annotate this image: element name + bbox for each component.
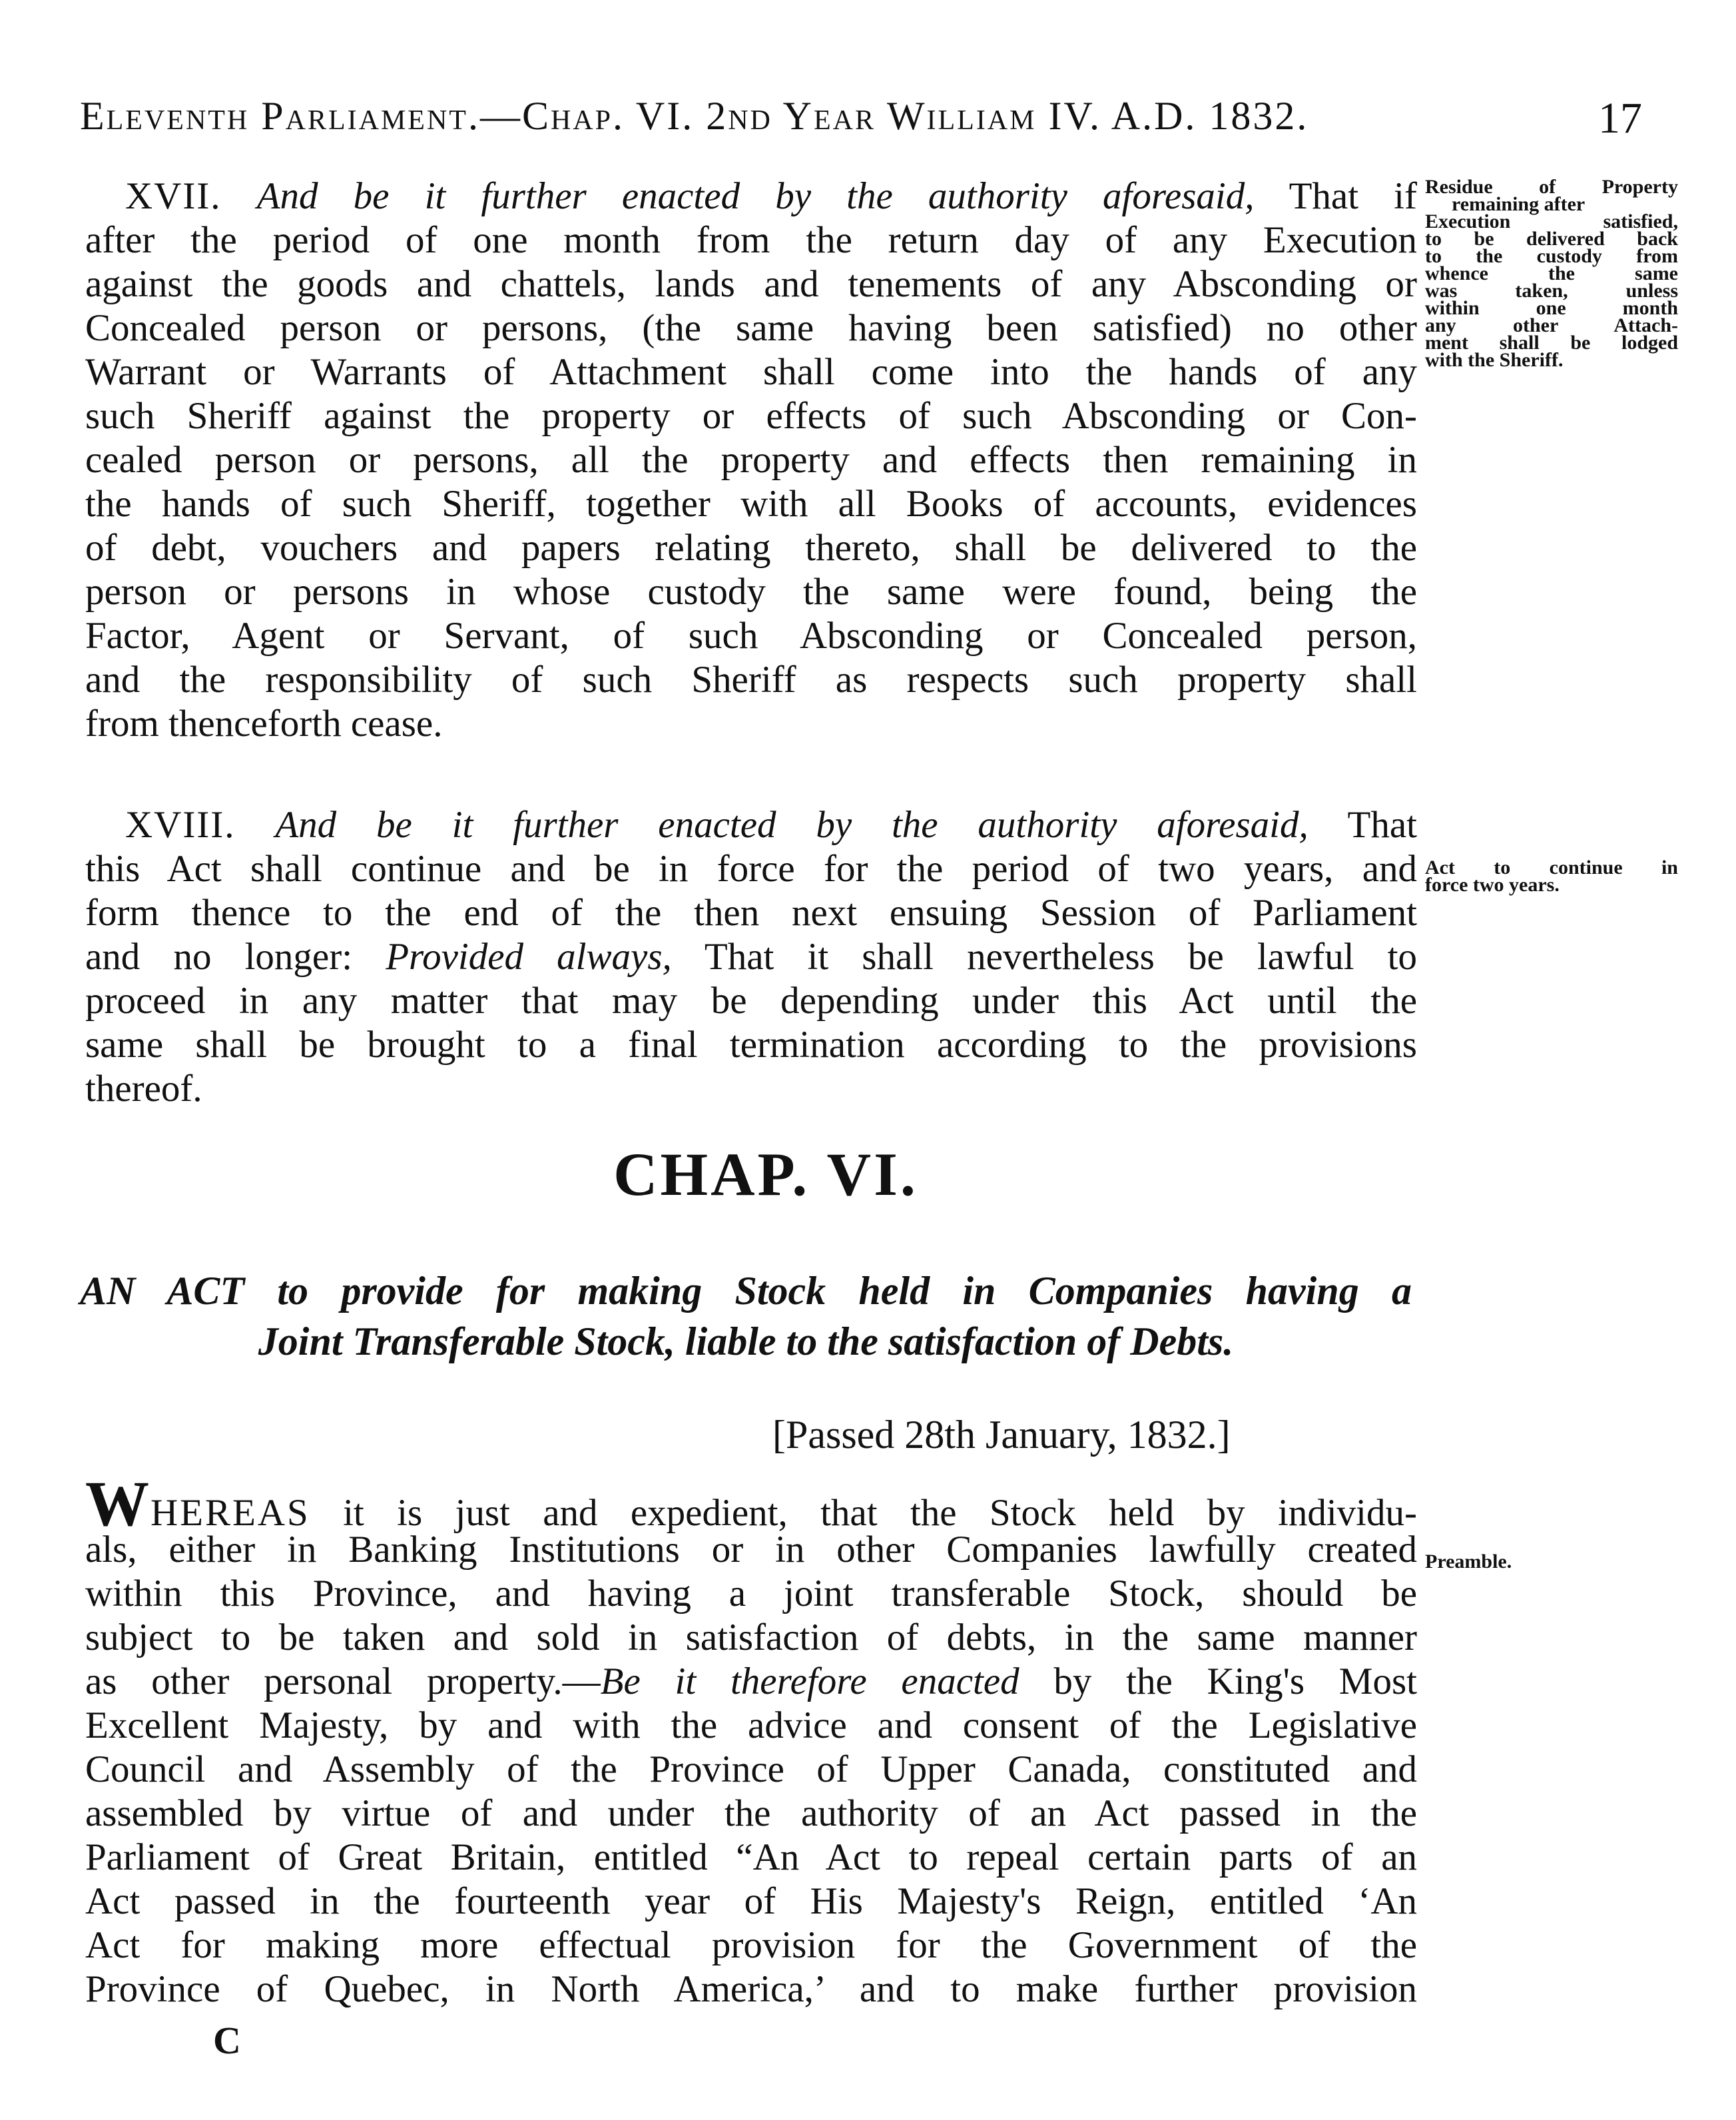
section-17-line: and the responsibility of such Sheriff as respects such property shall: [85, 659, 1417, 701]
section-17-line: such Sheriff against the property or effects of such Absconding or Con-: [85, 395, 1417, 437]
running-header: [80, 93, 1412, 139]
side-note-line: Preamble.: [1425, 1551, 1512, 1573]
act-title-line-1: AN ACT to provide for making Stock held in Companies having a: [80, 1269, 1412, 1313]
section-18-number: XVIII.: [125, 804, 236, 846]
preamble-line: subject to be taken and sold in satisfaction of debts, in the same manner: [85, 1616, 1417, 1658]
page-number: 17: [1598, 94, 1642, 143]
section-18-body: [85, 803, 1417, 1111]
side-note-line: was taken, unless: [1425, 280, 1678, 302]
act-title: [80, 1265, 1412, 1367]
section-18-line: thereof.: [85, 1068, 202, 1110]
section-18-line: [85, 803, 1417, 847]
preamble-line-text: by the King's Most: [1053, 1660, 1417, 1702]
section-18-line: proceed in any matter that may be depending under this Act until the: [85, 980, 1417, 1022]
side-note-section-18: [1425, 859, 1678, 894]
section-18-line: [85, 935, 1417, 979]
preamble-line-text: as other personal property.—: [85, 1660, 601, 1702]
whereas-word: HEREAS: [150, 1492, 310, 1534]
preamble-line: Excellent Majesty, by and with the advice and consent of the Legislative: [85, 1704, 1417, 1746]
section-18-line: same shall be brought to a final termination according to the provisions: [85, 1024, 1417, 1066]
passed-date: [Passed 28th January, 1832.]: [772, 1413, 1231, 1457]
section-17-line: Factor, Agent or Servant, of such Absconding or Concealed person,: [85, 615, 1417, 657]
preamble-body: [85, 1468, 1417, 2011]
act-title-line-2: Joint Transferable Stock, liable to the satisfaction of Debts.: [258, 1319, 1234, 1363]
chapter-heading: CHAP. VI.: [613, 1140, 918, 1208]
preamble-line: within this Province, and having a joint transferable Stock, should be: [85, 1573, 1417, 1614]
section-17-line: of debt, vouchers and papers relating thereto, shall be delivered to the: [85, 527, 1417, 569]
side-note-line: Residue of Property: [1425, 176, 1678, 198]
side-note-line: whence the same: [1425, 262, 1678, 284]
side-note-line: remaining after: [1452, 193, 1586, 215]
enacting-clause: Be it therefore enacted: [600, 1660, 1019, 1702]
enacting-clause: And be it further enacted by the authority aforesaid,: [256, 175, 1255, 217]
signature-mark: C: [213, 2019, 241, 2062]
side-note-line: to the custody from: [1425, 245, 1678, 267]
preamble-line-text: it is just and expedient, that the Stock held by individu-: [343, 1492, 1417, 1534]
section-17-line: [85, 175, 1417, 218]
side-note-line: to be delivered back: [1425, 228, 1678, 250]
section-17-line: the hands of such Sheriff, together with all Books of accounts, evidences: [85, 483, 1417, 525]
section-17-line-text: That if: [1289, 175, 1417, 217]
section-17-line: person or persons in whose custody the same were found, being the: [85, 571, 1417, 613]
preamble-line: assembled by virtue of and under the authority of an Act passed in the: [85, 1792, 1417, 1834]
section-18-line-text: and no longer:: [85, 936, 353, 978]
side-note-line: within one month: [1425, 297, 1678, 319]
section-17-line: cealed person or persons, all the property and effects then remaining in: [85, 439, 1417, 481]
side-note-line: Act to continue in: [1425, 857, 1678, 879]
section-17-body: [85, 175, 1417, 746]
section-17-line: from thenceforth cease.: [85, 703, 443, 745]
section-17-line: against the goods and chattels, lands and tenements of any Absconding or: [85, 263, 1417, 305]
side-note-preamble: [1425, 1553, 1678, 1571]
enacting-clause: And be it further enacted by the authority aforesaid,: [275, 804, 1308, 846]
preamble-line: Council and Assembly of the Province of Upper Canada, constituted and: [85, 1748, 1417, 1790]
section-17-line: after the period of one month from the return day of any Execution: [85, 219, 1417, 261]
side-note-line: with the Sheriff.: [1425, 349, 1564, 371]
preamble-line: [85, 1660, 1417, 1704]
preamble-line: Province of Quebec, in North America,’ and to make further provision: [85, 1968, 1417, 2010]
side-note-line: Execution satisfied,: [1425, 210, 1678, 232]
section-18-line: this Act shall continue and be in force for the period of two years, and: [85, 848, 1417, 890]
side-note-line: ment shall be lodged: [1425, 332, 1678, 354]
preamble-line: Parliament of Great Britain, entitled “An Act to repeal certain parts of an: [85, 1836, 1417, 1878]
side-note-line: force two years.: [1425, 874, 1560, 896]
section-18-line-text: That: [1347, 804, 1417, 846]
section-17-number: XVII.: [125, 175, 222, 217]
side-note-section-17: [1425, 178, 1678, 369]
drop-cap: W: [85, 1468, 150, 1539]
proviso-clause: Provided always,: [386, 936, 672, 978]
section-17-line: Warrant or Warrants of Attachment shall come into the hands of any: [85, 351, 1417, 393]
section-17-line: Concealed person or persons, (the same having been satisfied) no other: [85, 307, 1417, 349]
section-18-line-text: That it shall nevertheless be lawful to: [704, 936, 1418, 978]
preamble-line: [85, 1468, 1417, 1539]
side-note-line: any other Attach-: [1425, 314, 1678, 336]
preamble-line: Act for making more effectual provision for the Government of the: [85, 1924, 1417, 1966]
section-18-line: form thence to the end of the then next ensuing Session of Parliament: [85, 892, 1417, 934]
running-title: Eleventh Parliament.—Chap. VI. 2nd Year William IV. A.D. 1832.: [80, 94, 1309, 138]
preamble-line: als, either in Banking Institutions or in other Companies lawfully created: [85, 1529, 1417, 1571]
preamble-line: Act passed in the fourteenth year of His Majesty's Reign, entitled ‘An: [85, 1880, 1417, 1922]
